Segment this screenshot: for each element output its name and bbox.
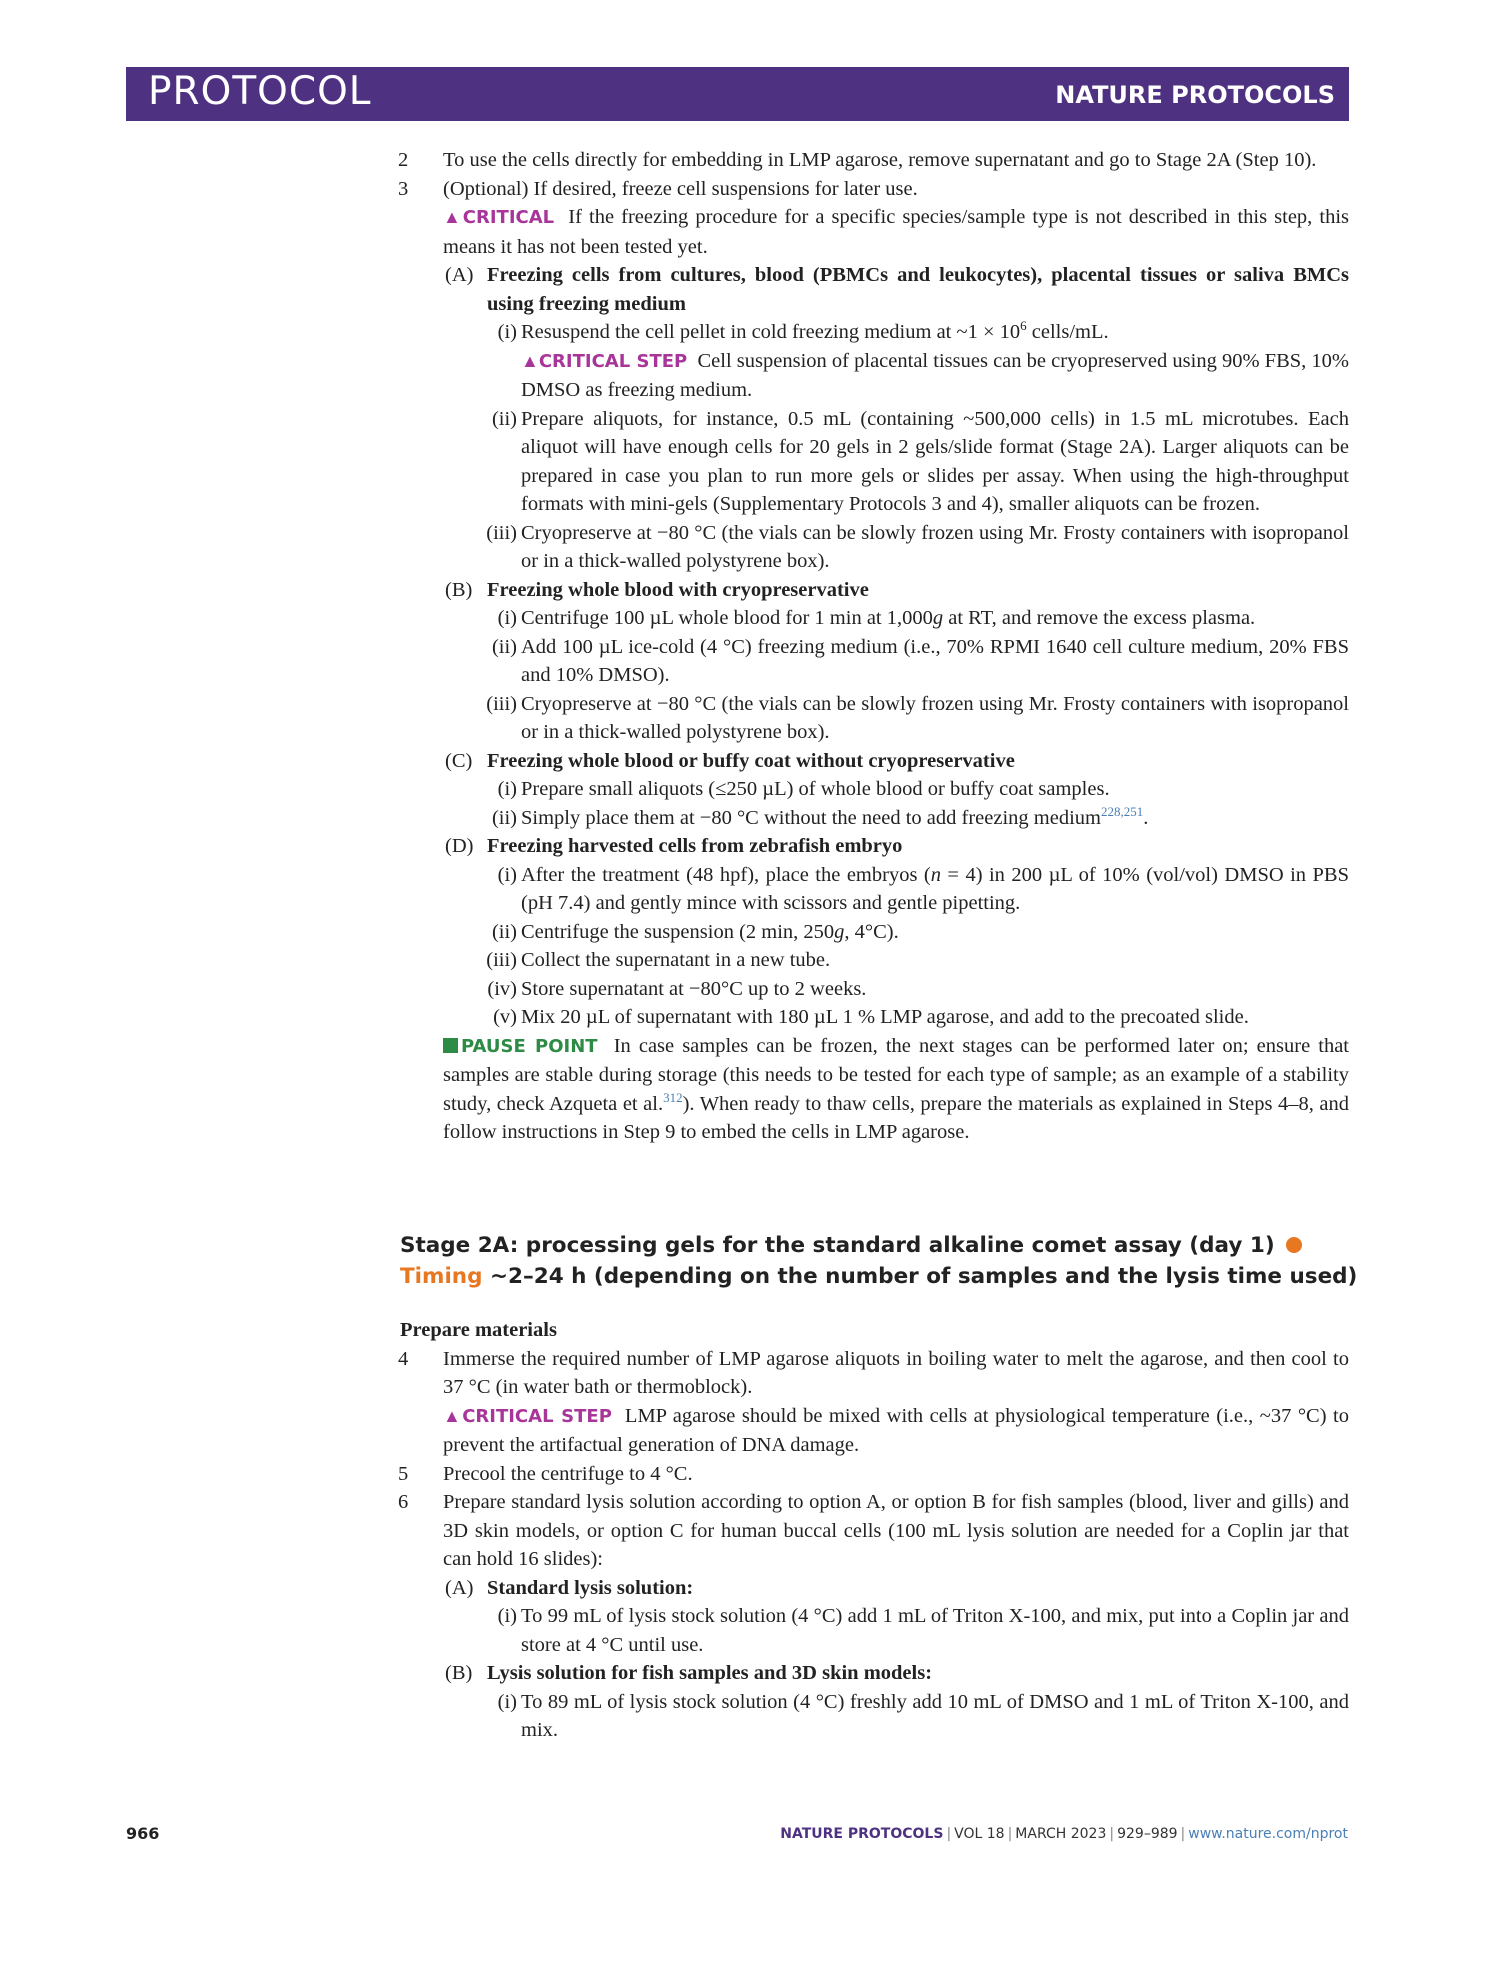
option-a <box>443 1574 1349 1603</box>
step-text: Precool the centrifuge to 4 °C. <box>443 1462 693 1485</box>
substep-text: Cryopreserve at −80 °C (the vials can be slowly frozen using Mr. Frosty containers with isopropanol or in a thick-walled polystyrene box). <box>521 521 1349 572</box>
pause-text: ). When ready to thaw cells, prepare the materials as explained in Steps 4–8, and follow instructions in Step 9 to embed the cells in LMP agarose. <box>443 1092 1349 1143</box>
steps-top <box>0 146 1489 1147</box>
option-b <box>443 1659 1349 1688</box>
substep-text: To 89 mL of lysis stock solution (4 °C) freshly add 10 mL of DMSO and 1 mL of Triton X-100, and mix. <box>521 1690 1349 1741</box>
reference-link[interactable]: 228,251 <box>1100 803 1144 819</box>
option-label: (D) <box>445 835 474 857</box>
substep <box>443 519 1349 576</box>
substep-text: Mix 20 µL of supernatant with 180 µL 1 % LMP agarose, and add to the precoated slide. <box>521 1006 1249 1028</box>
text-part: Simply place them at −80 °C without the need to add freezing medium <box>521 806 1101 829</box>
option-label: (B) <box>445 1662 473 1684</box>
substep <box>443 1602 1349 1659</box>
option-title: Standard lysis solution: <box>487 1576 694 1599</box>
pause-text: In case samples can be frozen, the next stages can be performed later on; ensure that samples are stable during storage (this needs to be tested for each type of sample; as an example of a stability study, check Azqueta et al. <box>443 1034 1349 1115</box>
option-label: (B) <box>445 578 473 601</box>
substep <box>443 861 1349 918</box>
substep-text: Store supernatant at −80°C up to 2 weeks. <box>521 977 867 1000</box>
pause-label: PAUSE POINT <box>461 1035 598 1057</box>
option-d <box>443 832 1349 861</box>
critical-text: If the freezing procedure for a specific species/sample type is not described in this step, this means it has not been tested yet. <box>443 206 1349 258</box>
option-title: Freezing whole blood or buffy coat without cryopreservative <box>487 749 1015 772</box>
italic-text: n <box>930 863 941 886</box>
critical-text: LMP agarose should be mixed with cells at physiological temperature (i.e., ~37 °C) to prevent the artifactual generation of DNA damage. <box>443 1404 1349 1456</box>
header-banner <box>126 67 1349 121</box>
option-a <box>443 261 1349 318</box>
step-number: 6 <box>398 1491 409 1513</box>
timing-dot-icon <box>1286 1237 1302 1253</box>
substep <box>443 318 1349 347</box>
option-title: Lysis solution for fish samples and 3D skin models: <box>487 1662 933 1684</box>
substep-label: (i) <box>497 863 517 886</box>
substep-label: (v) <box>493 1006 517 1028</box>
footer-volume: VOL 18 <box>954 1826 1005 1842</box>
text-part: = 4) in 200 µL of 10% (vol/vol) DMSO in PBS (pH 7.4) and gently mince with scissors and gentle pipetting. <box>521 863 1349 914</box>
substep-text: Add 100 µL ice-cold (4 °C) freezing medium (i.e., 70% RPMI 1640 cell culture medium, 20% FBS and 10% DMSO). <box>521 635 1349 686</box>
critical-text: Cell suspension of placental tissues can be cryopreserved using 90% FBS, 10% DMSO as freezing medium. <box>521 349 1349 401</box>
stage-title: Stage 2A: processing gels for the standard alkaline comet assay (day 1) <box>400 1233 1275 1258</box>
option-label: (A) <box>445 264 474 286</box>
substep-label: (iii) <box>486 521 517 544</box>
step-number: 3 <box>398 177 409 200</box>
substep <box>443 975 1349 1004</box>
step-2 <box>0 146 1489 175</box>
critical-step-note <box>443 347 1349 405</box>
step-text: To use the cells directly for embedding in LMP agarose, remove supernatant and go to Stage 2A (Step 10). <box>443 149 1317 171</box>
substep-label: (ii) <box>491 806 517 829</box>
substep-text <box>521 804 1349 833</box>
option-title: Freezing whole blood with cryopreservative <box>487 578 869 601</box>
option-title: Freezing harvested cells from zebrafish embryo <box>487 835 903 857</box>
substep-text <box>521 318 1349 347</box>
option-title: Freezing cells from cultures, blood (PBMCs and leukocytes), placental tissues or saliva BMCs using freezing medium <box>487 264 1349 315</box>
substep-label: (i) <box>497 778 517 800</box>
substep-text <box>521 604 1349 633</box>
text-part: Centrifuge the suspension (2 min, 250 <box>521 920 835 943</box>
step-6 <box>0 1488 1489 1574</box>
critical-label: CRITICAL STEP <box>538 350 688 372</box>
step-5 <box>0 1460 1489 1489</box>
option-label: (A) <box>445 1576 474 1599</box>
critical-triangle-icon: ▲ <box>443 1405 463 1426</box>
substep-label: (ii) <box>491 920 517 943</box>
substep <box>443 633 1349 690</box>
page-number: 966 <box>126 1824 160 1843</box>
substep-label: (i) <box>497 321 517 343</box>
substep-text: Prepare aliquots, for instance, 0.5 mL (containing ~500,000 cells) in 1.5 mL microtubes. Each aliquot will have enough cells for 20 gels in 2 gels/slide format (Stage 2A). Larger aliquots can be prepared in case you plan to run more gels or slides per assay. When using the high-throughput formats with mini-gels (Supplementary Protocols 3 and 4), smaller aliquots can be frozen. <box>521 407 1349 515</box>
critical-note <box>443 203 1349 261</box>
substep <box>443 946 1349 975</box>
italic-text: g <box>932 607 944 629</box>
journal-label: NATURE PROTOCOLS <box>1055 81 1335 109</box>
substep-text: Cryopreserve at −80 °C (the vials can be slowly frozen using Mr. Frosty containers with isopropanol or in a thick-walled polystyrene box). <box>521 692 1349 743</box>
superscript: 6 <box>1020 318 1027 334</box>
stage-heading <box>400 1230 1360 1292</box>
substep-text: Prepare small aliquots (≤250 µL) of whole blood or buffy coat samples. <box>521 778 1110 800</box>
substep-label: (ii) <box>491 635 517 658</box>
reference-link[interactable]: 312 <box>663 1089 683 1105</box>
critical-triangle-icon: ▲ <box>443 207 463 227</box>
stage-title: ~2–24 h (depending on the number of samples and the lysis time used) <box>490 1264 1358 1289</box>
step-text: Immerse the required number of LMP agarose aliquots in boiling water to melt the agarose, and then cool to 37 °C (in water bath or thermoblock). <box>443 1347 1349 1398</box>
text-part: , 4°C). <box>844 920 899 943</box>
pause-square-icon <box>443 1038 458 1053</box>
substep-text <box>521 918 1349 947</box>
footer-url-link[interactable]: www.nature.com/nprot <box>1188 1826 1348 1842</box>
option-b <box>443 576 1349 605</box>
section-label: PROTOCOL <box>148 69 372 114</box>
substep <box>443 405 1349 519</box>
critical-triangle-icon: ▲ <box>521 350 539 371</box>
substep-label: (iii) <box>486 692 517 715</box>
step-number: 5 <box>398 1462 409 1485</box>
step-text: Prepare standard lysis solution according to option A, or option B for fish samples (blood, liver and gills) and 3D skin models, or option C for human buccal cells (100 mL lysis solution are needed for a Coplin jar that can hold 16 slides): <box>443 1491 1349 1570</box>
substep <box>443 918 1349 947</box>
substep-text: To 99 mL of lysis stock solution (4 °C) add 1 mL of Triton X-100, and mix, put into a Coplin jar and store at 4 °C until use. <box>521 1605 1349 1656</box>
step-number: 2 <box>398 149 409 171</box>
text-part: at RT, and remove the excess plasma. <box>943 607 1256 629</box>
steps-bottom <box>0 1316 1489 1745</box>
text-part: Centrifuge 100 µL whole blood for 1 min at 1,000 <box>521 607 933 629</box>
substep-label: (iv) <box>487 977 517 1000</box>
substep <box>443 604 1349 633</box>
footer-citation: NATURE PROTOCOLS | VOL 18 | MARCH 2023 | 929–989 | www.nature.com/nprot <box>780 1826 1348 1842</box>
text-part: . <box>1143 806 1149 829</box>
critical-label: CRITICAL <box>462 207 555 228</box>
step-4 <box>0 1345 1489 1402</box>
footer-pages: 929–989 <box>1117 1826 1178 1842</box>
critical-step-note <box>443 1402 1349 1460</box>
option-label: (C) <box>445 749 473 772</box>
substep-text: Collect the supernatant in a new tube. <box>521 949 831 971</box>
substep-label: (iii) <box>486 949 517 971</box>
text-part: After the treatment (48 hpf), place the embryos ( <box>521 863 931 886</box>
subsection-title: Prepare materials <box>400 1319 557 1341</box>
pause-point-note <box>443 1032 1349 1147</box>
italic-text: g <box>834 920 845 943</box>
substep <box>443 804 1349 833</box>
footer-date: MARCH 2023 <box>1015 1826 1107 1842</box>
substep-text <box>521 861 1349 918</box>
text-part: cells/mL. <box>1026 321 1109 343</box>
text-part: Resuspend the cell pellet in cold freezing medium at ~1 × 10 <box>521 321 1021 343</box>
step-3 <box>0 175 1489 204</box>
critical-label: CRITICAL STEP <box>462 1405 612 1427</box>
substep <box>443 1003 1349 1032</box>
substep <box>443 690 1349 747</box>
step-text: (Optional) If desired, freeze cell suspensions for later use. <box>443 177 918 200</box>
substep <box>443 775 1349 804</box>
timing-label: Timing <box>400 1264 483 1289</box>
substep-label: (ii) <box>491 407 517 430</box>
substep-label: (i) <box>497 1690 517 1713</box>
step-number: 4 <box>398 1347 409 1370</box>
substep-label: (i) <box>497 1605 517 1627</box>
footer-journal: NATURE PROTOCOLS <box>780 1826 944 1842</box>
option-c <box>443 747 1349 776</box>
substep-label: (i) <box>497 607 517 629</box>
substep <box>443 1688 1349 1745</box>
